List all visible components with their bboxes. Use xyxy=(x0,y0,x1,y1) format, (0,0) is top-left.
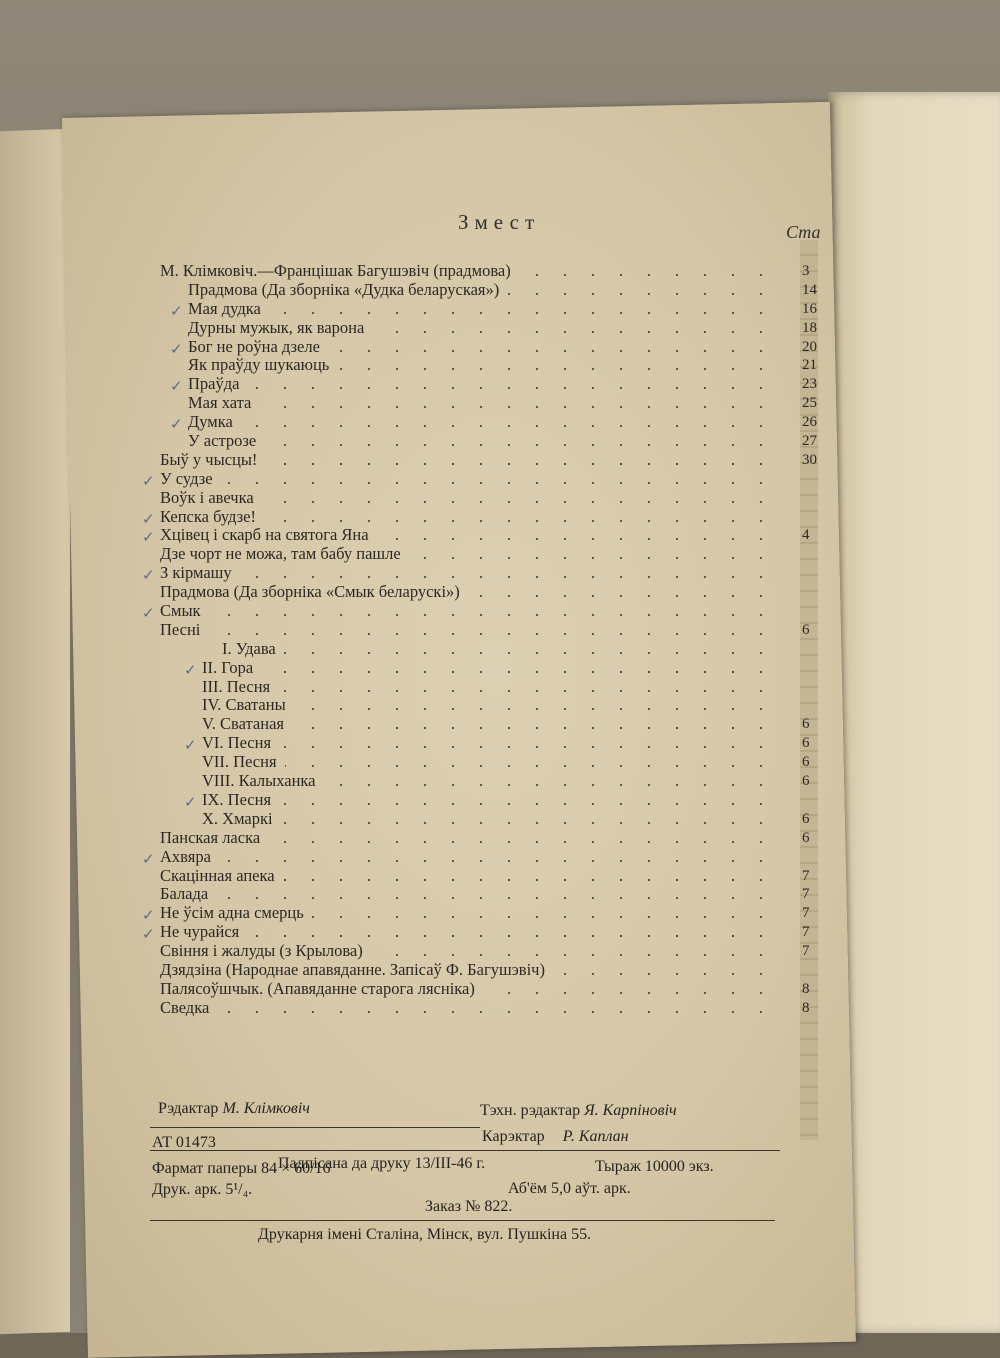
pencil-check-icon: ✓ xyxy=(142,528,155,547)
toc-entry xyxy=(150,999,815,1018)
toc-entry xyxy=(142,846,815,868)
toc-entry xyxy=(142,601,815,623)
toc-entry xyxy=(150,281,815,300)
print-run: Тыраж 10000 экз. xyxy=(595,1158,714,1175)
toc-entry xyxy=(142,922,815,944)
toc-entry xyxy=(150,696,815,715)
toc-entry xyxy=(142,903,815,925)
toc-entry-label: Панская ласка xyxy=(160,827,261,847)
leader-dots xyxy=(377,538,775,540)
toc-entry xyxy=(150,867,815,886)
colophon-rule-2 xyxy=(150,1150,780,1151)
pencil-check-icon: ✓ xyxy=(184,792,197,811)
toc-entry-page: 6 xyxy=(802,829,810,846)
toc-entry-label: Мая хата xyxy=(188,393,252,413)
toc-entry xyxy=(150,338,815,357)
toc-entry-label: Палясоўшчык. (Апавяданне старога лясніка) xyxy=(160,978,475,998)
toc-entry-page: 6 xyxy=(802,716,810,733)
toc-entry-label: Кепска будзе! xyxy=(160,506,256,526)
toc-entry-label: Не ўсім адна смерць xyxy=(160,903,304,923)
leader-dots xyxy=(279,746,775,748)
paper-format: Фармат паперы 84 × 60/16 xyxy=(152,1160,331,1177)
leader-dots xyxy=(278,690,775,692)
toc-entry-label: Сведка xyxy=(160,997,210,1017)
pencil-check-icon: ✓ xyxy=(170,339,183,358)
tech-editor-name: Я. Карпіновіч xyxy=(584,1102,677,1119)
leader-dots xyxy=(269,312,775,314)
table-of-contents xyxy=(142,261,817,1018)
toc-entry xyxy=(150,715,815,734)
proofreader-label: Карэктар xyxy=(482,1128,545,1145)
toc-entry xyxy=(150,753,815,772)
leader-dots xyxy=(261,671,775,673)
toc-entry-label: I. Удава xyxy=(222,638,276,658)
toc-entry-page: 6 xyxy=(802,735,810,752)
toc-entry-label: Ахвяра xyxy=(160,846,211,866)
toc-entry-page: 27 xyxy=(802,433,817,450)
leader-dots xyxy=(241,425,775,427)
leader-dots xyxy=(371,954,775,956)
toc-entry-label: Як праўду шукаюць xyxy=(188,355,330,375)
toc-entry-label: Не чурайся xyxy=(160,922,240,942)
order-number: Заказ № 822. xyxy=(425,1198,513,1215)
toc-entry xyxy=(150,942,815,961)
toc-entry-label: V. Сватаная xyxy=(202,714,284,734)
leader-dots xyxy=(247,387,775,389)
leader-dots xyxy=(219,860,775,862)
toc-entry-label: Думка xyxy=(188,412,233,432)
toc-entry-label: Свіння і жалуды (з Крылова) xyxy=(160,941,363,961)
leader-dots xyxy=(507,293,775,295)
toc-entry-page: 30 xyxy=(802,451,817,468)
toc-entry-label: II. Гора xyxy=(202,657,254,677)
leader-dots xyxy=(268,841,775,843)
editor-label: Рэдактар xyxy=(158,1100,219,1117)
toc-entry xyxy=(150,885,815,904)
print-sheets: Друк. арк. 5¹/₄. xyxy=(152,1181,253,1198)
toc-entry-page: 6 xyxy=(802,773,810,790)
toc-entry-page: 23 xyxy=(802,376,817,393)
toc-entry-label: VII. Песня xyxy=(202,752,277,772)
toc-entry xyxy=(142,468,815,490)
toc-entry-label: Праўда xyxy=(188,374,240,394)
toc-entry xyxy=(150,678,815,697)
toc-entry xyxy=(150,356,815,375)
leader-dots xyxy=(553,973,775,975)
pencil-check-icon: ✓ xyxy=(170,415,183,434)
toc-entry xyxy=(150,829,815,848)
toc-entry-label: Песні xyxy=(160,619,201,639)
leader-dots xyxy=(294,708,775,710)
pencil-check-icon: ✓ xyxy=(184,736,197,755)
toc-entry-page: 14 xyxy=(802,281,817,298)
toc-entry-label: Дзядзіна (Народнае апавяданне. Запісаў Ф. Багушэвіч) xyxy=(160,959,545,979)
toc-entry-label: З кірмашу xyxy=(160,563,232,583)
pencil-check-icon: ✓ xyxy=(142,509,155,528)
leader-dots xyxy=(324,784,775,786)
toc-entry-page: 25 xyxy=(802,395,817,412)
pencil-check-icon: ✓ xyxy=(142,604,155,623)
toc-entry-label: Прадмова (Да зборніка «Смык беларускі») xyxy=(160,582,460,602)
toc-entry xyxy=(150,961,815,980)
leader-dots xyxy=(519,274,775,276)
toc-entry-label: М. Клімковіч.—Францішак Багушэвіч (прадмова) xyxy=(160,261,511,280)
toc-entry-label: Прадмова (Да зборніка «Дудка беларуская») xyxy=(188,279,500,299)
toc-entry-page: 6 xyxy=(802,810,810,827)
toc-entry-label: IV. Сватаны xyxy=(202,695,286,715)
toc-entry xyxy=(142,563,815,585)
printer-line: Друкарня імені Сталіна, Мінск, вул. Пушкіна 55. xyxy=(258,1226,592,1243)
leader-dots xyxy=(217,1011,775,1013)
colophon-rule-1 xyxy=(150,1127,480,1128)
editor-line xyxy=(158,1100,310,1118)
contents-title: Змест xyxy=(458,210,541,234)
toc-entry xyxy=(150,300,815,319)
toc-entry xyxy=(150,980,815,999)
pencil-check-icon: ✓ xyxy=(142,471,155,490)
facing-page xyxy=(828,92,1000,1333)
pencil-check-icon: ✓ xyxy=(184,660,197,679)
toc-entry xyxy=(150,734,815,753)
leader-dots xyxy=(221,482,775,484)
toc-entry-page: 7 xyxy=(802,905,810,922)
toc-entry xyxy=(150,394,815,413)
leader-dots xyxy=(264,444,775,446)
leader-dots xyxy=(208,633,775,635)
leader-dots xyxy=(292,727,775,729)
toc-entry xyxy=(142,525,815,547)
toc-entry-page: 6 xyxy=(802,754,810,771)
toc-entry-page: 7 xyxy=(802,886,810,903)
leader-dots xyxy=(264,520,775,522)
toc-entry-page: 8 xyxy=(802,999,810,1016)
toc-entry-label: Смык xyxy=(160,601,201,621)
leader-dots xyxy=(209,614,775,616)
toc-entry xyxy=(150,319,815,338)
leader-dots xyxy=(265,463,775,465)
toc-entry-label: Хцівец і скарб на святога Яна xyxy=(160,525,369,545)
volume: Аб'ём 5,0 аўт. арк. xyxy=(508,1180,631,1197)
toc-entry-page: 21 xyxy=(802,357,817,374)
toc-entry xyxy=(142,506,815,528)
pencil-check-icon: ✓ xyxy=(142,925,155,944)
tech-editor-label: Тэхн. рэдактар xyxy=(480,1102,581,1119)
toc-entry xyxy=(150,659,815,678)
leader-dots xyxy=(216,897,775,899)
leader-dots xyxy=(337,368,775,370)
toc-entry-label: Бог не роўна дзеле xyxy=(188,336,320,356)
toc-entry xyxy=(150,583,815,602)
toc-entry-page: 8 xyxy=(802,980,810,997)
editor-name: М. Клімковіч xyxy=(222,1100,310,1117)
leader-dots xyxy=(312,916,775,918)
toc-entry xyxy=(150,375,815,394)
toc-entry-page: 4 xyxy=(802,527,810,544)
toc-entry-label: III. Песня xyxy=(202,676,271,696)
toc-entry-label: Скацінная апека xyxy=(160,865,275,885)
leader-dots xyxy=(483,992,775,994)
toc-entry xyxy=(150,545,815,564)
leader-dots xyxy=(240,576,775,578)
leader-dots xyxy=(468,595,775,597)
toc-entry-label: Воўк і авечка xyxy=(160,487,254,507)
leader-dots xyxy=(284,652,775,654)
toc-entry-page: 18 xyxy=(802,319,817,336)
leader-dots xyxy=(281,822,775,824)
toc-entry xyxy=(150,413,815,432)
toc-entry-label: VIII. Калыханка xyxy=(202,771,316,791)
toc-entry-page: 7 xyxy=(802,867,810,884)
leader-dots xyxy=(247,935,775,937)
leader-dots xyxy=(409,557,775,559)
toc-entry-page: 20 xyxy=(802,338,817,355)
toc-entry-label: Дзе чорт не можа, там бабу пашле xyxy=(160,544,401,564)
signed-text: Падпісана да друку 13/III-46 г. xyxy=(278,1155,486,1172)
page-column-label: Ста xyxy=(786,222,821,242)
toc-entry xyxy=(150,640,815,659)
tech-editor-line xyxy=(480,1102,677,1120)
leader-dots xyxy=(372,331,775,333)
toc-entry-label: У астрозе xyxy=(188,431,257,451)
toc-entry-page: 6 xyxy=(802,621,810,638)
toc-entry-label: У судзе xyxy=(160,468,213,488)
pencil-check-icon: ✓ xyxy=(170,377,183,396)
toc-entry xyxy=(150,262,815,281)
pencil-check-icon: ✓ xyxy=(170,301,183,320)
toc-entry-label: IX. Песня xyxy=(202,789,272,809)
toc-entry-label: VI. Песня xyxy=(202,733,272,753)
leader-dots xyxy=(285,765,775,767)
toc-entry xyxy=(150,772,815,791)
leader-dots xyxy=(262,501,775,503)
proofreader-name: Р. Каплан xyxy=(562,1128,629,1145)
permit-code: АТ 01473 xyxy=(152,1134,216,1151)
colophon-rule-3 xyxy=(150,1220,775,1221)
toc-entry xyxy=(150,621,815,640)
toc-entry xyxy=(150,810,815,829)
leader-dots xyxy=(259,406,775,408)
toc-entry-page: 16 xyxy=(802,300,817,317)
toc-entry-page: 7 xyxy=(802,943,810,960)
toc-entry-label: Мая дудка xyxy=(188,298,261,318)
toc-entry-page: 26 xyxy=(802,414,817,431)
toc-entry xyxy=(150,451,815,470)
toc-entry xyxy=(150,432,815,451)
leader-dots xyxy=(283,879,775,881)
leader-dots xyxy=(279,803,775,805)
toc-entry-label: Дурны мужык, як варона xyxy=(188,317,365,337)
toc-entry-label: Быў у чысцы! xyxy=(160,449,258,469)
leader-dots xyxy=(328,350,775,352)
pencil-check-icon: ✓ xyxy=(142,566,155,585)
toc-entry-page: 7 xyxy=(802,924,810,941)
toc-entry xyxy=(150,489,815,508)
toc-entry-label: X. Хмаркі xyxy=(202,808,273,828)
pencil-check-icon: ✓ xyxy=(142,849,155,868)
pencil-check-icon: ✓ xyxy=(142,906,155,925)
toc-entry xyxy=(150,791,815,810)
toc-entry-label: Балада xyxy=(160,884,209,904)
underlying-page-edge xyxy=(0,129,70,1334)
toc-entry-page: 3 xyxy=(802,263,810,279)
proofreader-line xyxy=(482,1128,629,1146)
